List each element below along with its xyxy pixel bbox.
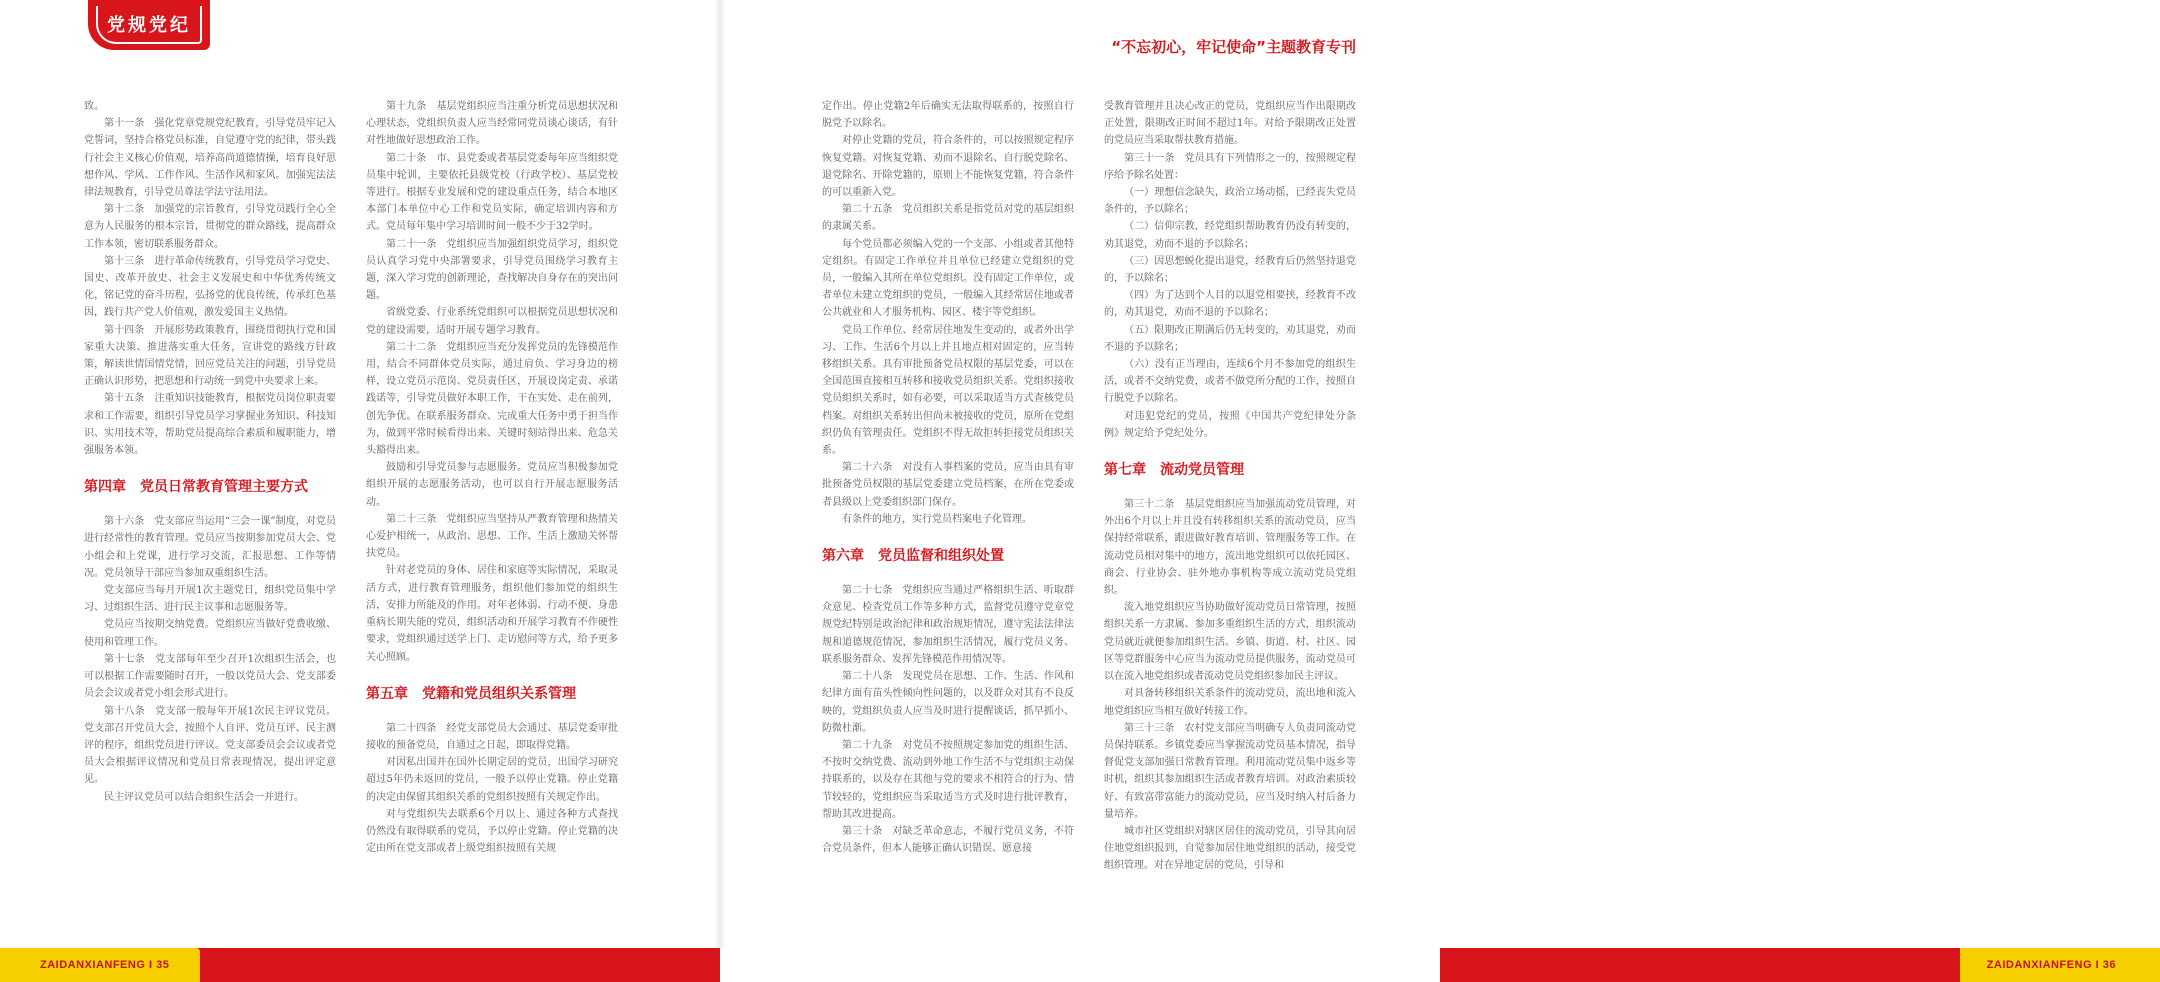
article-paragraph: （四）为了达到个人目的以退党相要挟，经教育不改的，劝其退党，劝而不退的予以除名； xyxy=(1104,290,1356,319)
article-paragraph: 第二十九条 对党员不按照规定参加党的组织生活、不按时交纳党费、流动到外地工作生活不与党组织主动保持联系的，以及存在其他与党的要求不相符合的行为、情节较轻的，党组织应当采取适当方式及时进行批评教育，帮助其改进提高。 xyxy=(822,739,1074,820)
article-paragraph: 受教育管理并且决心改正的党员，党组织应当作出限期改正处置，限期改正时间不超过1年。对给予限期改正处置的党员应当采取帮扶教育措施。 xyxy=(1104,101,1356,147)
article-paragraph: 第十一条 强化党章党规党纪教育，引导党员牢记入党誓词，坚持合格党员标准，自觉遵守党的纪律，带头践行社会主义核心价值观，培养高尚道德情操，培育良好思想作风、学风、工作作风、生活作风和家风。加强宪法法律法规教育，引导党员尊法学法守法用法。 xyxy=(84,118,336,199)
article-paragraph: 第二十三条 党组织应当坚持从严教育管理和热情关心爱护相统一，从政治、思想、工作、生活上激励关怀帮扶党员。 xyxy=(366,513,618,560)
article-paragraph: 第十五条 注重知识技能教育，根据党员岗位职责要求和工作需要，组织引导党员学习掌握业务知识、科技知识、实用技术等，帮助党员提高综合素质和履职能力，增强服务本领。 xyxy=(84,393,336,457)
article-paragraph: 第二十条 市、县党委或者基层党委每年应当组织党员集中轮训，主要依托县级党校（行政学校）、基层党校等进行。根据专业发展和党的建设重点任务，结合本地区本部门本单位中心工作和党员实际，确定培训内容和方式。党员每年集中学习培训时间一般不少于32学时。 xyxy=(366,152,618,233)
article-paragraph: （六）没有正当理由，连续6个月不参加党的组织生活，或者不交纳党费，或者不做党所分配的工作，按照自行脱党予以除名。 xyxy=(1104,359,1356,405)
article-paragraph: 第十九条 基层党组织应当注重分析党员思想状况和心理状态，党组织负责人应当经常同党员谈心谈话，有针对性地做好思想政治工作。 xyxy=(366,101,618,147)
chapter-heading: 第五章 党籍和党员组织关系管理 xyxy=(366,685,576,702)
article-paragraph: 第十四条 开展形势政策教育，围绕贯彻执行党和国家重大决策、推进落实重大任务，宣讲党的路线方针政策，解读世情国情党情，回应党员关注的问题，引导党员正确认识形势，把思想和行动统一到党中央要求上来。 xyxy=(84,324,336,388)
page-number-left: 35 xyxy=(156,959,170,971)
article-paragraph: 对因私出国并在国外长期定居的党员，出国学习研究超过5年仍未返回的党员，一般予以停止党籍。停止党籍的决定由保留其组织关系的党组织按照有关规定作出。 xyxy=(366,757,618,803)
column-1 xyxy=(84,98,336,806)
article-paragraph: 第二十二条 党组织应当充分发挥党员的先锋模范作用，结合不同群体党员实际，通过肩负、学习身边的榜样，设立党员示范岗、党员责任区，开展设岗定责、承诺践诺等，引导党员做好本职工作，干在实处、走在前列，创先争优。在联系服务群众、完成重大任务中勇于担当作为，做到平常时候看得出来、关键时刻站得出来、危急关头豁得出来。 xyxy=(366,341,618,457)
article-paragraph: （二）信仰宗教，经党组织帮助教育仍没有转变的，劝其退党，劝而不退的予以除名； xyxy=(1104,221,1356,250)
article-paragraph: （三）因思想蜕化提出退党，经教育后仍然坚持退党的，予以除名； xyxy=(1104,255,1356,285)
section-tab-label: 党规党纪 xyxy=(107,15,191,36)
article-paragraph: 第十二条 加强党的宗旨教育，引导党员践行全心全意为人民服务的根本宗旨，贯彻党的群众路线，提高群众工作本领，密切联系服务群众。 xyxy=(84,204,336,250)
article-paragraph: 对停止党籍的党员，符合条件的，可以按照规定程序恢复党籍。对恢复党籍、劝而不退除名、自行脱党除名、退党除名、开除党籍的，原则上不能恢复党籍，符合条件的可以重新入党。 xyxy=(822,135,1074,199)
article-paragraph: 党员应当按期交纳党费。党组织应当做好党费收缴、使用和管理工作。 xyxy=(84,619,336,648)
article-paragraph: 对违犯党纪的党员，按照《中国共产党纪律处分条例》规定给予党纪处分。 xyxy=(1104,410,1356,439)
article-paragraph: 民主评议党员可以结合组织生活会一并进行。 xyxy=(104,791,304,803)
chapter-heading: 第七章 流动党员管理 xyxy=(1104,462,1244,479)
article-paragraph: 第二十五条 党员组织关系是指党员对党的基层组织的隶属关系。 xyxy=(822,204,1074,233)
left-page xyxy=(0,0,720,982)
article-paragraph: 有条件的地方，实行党员档案电子化管理。 xyxy=(842,513,1032,525)
article-paragraph: 针对老党员的身体、居住和家庭等实际情况，采取灵活方式，进行教育管理服务，组织他们参加党的组织生活，安排力所能及的作用。对年老体弱、行动不便、身患重病长期失能的党员，组织活动和开展学习教育不作硬性要求，党组织通过送学上门、走访慰问等方式，给予更多关心照顾。 xyxy=(366,565,618,663)
section-tab xyxy=(88,0,210,50)
article-paragraph: 党支部应当每月开展1次主题党日，组织党员集中学习、过组织生活、进行民主议事和志愿服务等。 xyxy=(84,585,336,614)
article-paragraph: 第三十二条 基层党组织应当加强流动党员管理，对外出6个月以上并且没有转移组织关系的流动党员，应当保持经常联系，跟进做好教育培训、管理服务等工作。在流动党员相对集中的地方，流出地党组织可以依托园区、商会、行业协会、驻外地办事机构等成立流动党员党组织。 xyxy=(1104,499,1356,597)
article-paragraph: 定作出。停止党籍2年后确实无法取得联系的，按照自行脱党予以除名。 xyxy=(822,101,1074,130)
article-paragraph: 第十七条 党支部每年至少召开1次组织生活会，也可以根据工作需要随时召开，一般以党员大会、党支部委员会会议或者党小组会形式进行。 xyxy=(84,653,336,700)
article-paragraph: （一）理想信念缺失，政治立场动摇，已经丧失党员条件的，予以除名； xyxy=(1104,187,1356,216)
article-paragraph: 第三十条 对缺乏革命意志，不履行党员义务，不符合党员条件，但本人能够正确认识错误、愿意接 xyxy=(822,825,1074,855)
article-paragraph: 对与党组织失去联系6个月以上、通过各种方式查找仍然没有取得联系的党员，予以停止党籍。停止党籍的决定由所在党支部或者上级党组织按照有关规 xyxy=(366,808,618,855)
footer-magazine-name: ZAIDANXIANFENG xyxy=(1986,959,2093,971)
article-paragraph: 鼓励和引导党员参与志愿服务。党员应当积极参加党组织开展的志愿服务活动，也可以自行开展志愿服务活动。 xyxy=(366,462,618,508)
article-paragraph: 城市社区党组织对辖区居住的流动党员，引导其向居住地党组织报到，自觉参加居住地党组织的活动，接受党组织管理。对在异地定居的党员，引导和 xyxy=(1104,825,1356,872)
column-3 xyxy=(822,98,1074,857)
article-paragraph: 省级党委、行业系统党组织可以根据党员思想状况和党的建设需要，适时开展专题学习教育。 xyxy=(366,307,618,336)
page-gutter xyxy=(714,0,726,948)
footer-left xyxy=(0,948,720,982)
footer-right xyxy=(1440,948,2160,982)
theme-banner: “不忘初心，牢记使命”主题教育专刊 xyxy=(1111,38,1356,56)
article-paragraph: 第十六条 党支部应当运用“三会一课”制度，对党员进行经常性的教育管理。党员应当按期参加党员大会、党小组会和上党课，进行学习交流，汇报思想、工作等情况。党员领导干部应当参加双重组织生活。 xyxy=(84,516,336,579)
article-paragraph: 党员工作单位、经常居住地发生变动的，或者外出学习、工作、生活6个月以上并且地点相对固定的，应当转移组织关系。具有审批预备党员权限的基层党委，可以在全国范围直接相互转移和接收党员组织关系。党组织接收党员组织关系时，如有必要，可以采取适当方式查核党员档案。对组织关系转出但尚未被接收的党员，原所在党组织仍负有管理责任。党组织不得无故拒转拒接党员组织关系。 xyxy=(822,324,1074,457)
article-paragraph: 每个党员都必须编入党的一个支部、小组或者其他特定组织。有固定工作单位并且单位已经建立党组织的党员，一般编入其所在单位党组织。没有固定工作单位，或者单位未建立党组织的党员，一般编入其经常居住地或者公共就业和人才服务机构、园区、楼宇等党组织。 xyxy=(822,238,1074,319)
chapter-heading: 第四章 党员日常教育管理主要方式 xyxy=(84,479,308,496)
article-paragraph: 第二十七条 党组织应当通过严格组织生活、听取群众意见、检查党员工作等多种方式，监督党员遵守党章党规党纪特别是政治纪律和政治规矩情况，遵守宪法法律法规和道德规范情况，参加组织生活情况，履行党员义务、联系服务群众、发挥先锋模范作用情况等。 xyxy=(822,585,1074,665)
footer-right-text xyxy=(1987,959,2116,971)
article-paragraph: 致。 xyxy=(84,101,104,112)
footer-separator: I xyxy=(2095,959,2100,971)
article-paragraph: 流入地党组织应当协助做好流动党员日常管理，按照组织关系一方隶属、参加多重组织生活的方式，组织流动党员就近就便参加组织生活。乡镇、街道、村、社区、园区等党群服务中心应当为流动党员提供服务，流动党员可以在流入地党组织或者流动党员党组织参加民主评议。 xyxy=(1104,602,1356,683)
article-paragraph: 第二十四条 经党支部党员大会通过、基层党委审批接收的预备党员，自通过之日起，即取得党籍。 xyxy=(366,722,618,751)
article-paragraph: 第二十八条 发现党员在思想、工作、生活、作风和纪律方面有苗头性倾向性问题的，以及群众对其有不良反映的，党组织负责人应当及时进行提醒谈话，抓早抓小、防微杜渐。 xyxy=(822,671,1074,734)
article-paragraph: 第十三条 进行革命传统教育，引导党员学习党史、国史、改革开放史、社会主义发展史和中华优秀传统文化，铭记党的奋斗历程，弘扬党的优良传统，传承红色基因，践行共产党人价值观，激发爱国主义热情。 xyxy=(84,255,336,319)
article-paragraph: 第三十三条 农村党支部应当明确专人负责同流动党员保持联系。乡镇党委应当掌握流动党员基本情况，指导督促党支部加强日常教育管理。利用流动党员集中返乡等时机，组织其参加组织生活或者教育培训。对政治素质较好、有致富带富能力的流动党员，应当及时纳入村后备力量培养。 xyxy=(1104,722,1356,820)
article-paragraph: 对具备转移组织关系条件的流动党员，流出地和流入地党组织应当相互做好转接工作。 xyxy=(1104,688,1356,717)
column-2 xyxy=(366,98,618,857)
right-page xyxy=(720,0,2116,982)
column-4 xyxy=(1104,98,1356,875)
footer-separator: I xyxy=(148,959,153,971)
article-paragraph: 第二十一条 党组织应当加强组织党员学习，组织党员认真学习党中央部署要求，引导党员围绕学习教育主题，深入学习党的创新理论，查找解决自身存在的突出问题。 xyxy=(366,238,618,302)
article-paragraph: 第三十一条 党员具有下列情形之一的，按照规定程序给予除名处置： xyxy=(1104,152,1356,181)
footer-left-text xyxy=(40,959,169,971)
article-paragraph: （五）限期改正期满后仍无转变的，劝其退党，劝而不退的予以除名； xyxy=(1104,324,1356,353)
chapter-heading: 第六章 党员监督和组织处置 xyxy=(822,548,1004,565)
footer-magazine-name: ZAIDANXIANFENG xyxy=(40,959,146,971)
article-paragraph: 第十八条 党支部一般每年开展1次民主评议党员。党支部召开党员大会，按照个人自评、党员互评、民主测评的程序，组织党员进行评议。党支部委员会会议或者党员大会根据评议情况和党员日常表现情况，提出评定意见。 xyxy=(84,705,336,786)
page-number-right: 36 xyxy=(2102,959,2116,971)
article-paragraph: 第二十六条 对没有人事档案的党员，应当由具有审批预备党员权限的基层党委建立党员档案，在所在党委或者县级以上党委组织部门保存。 xyxy=(822,462,1074,508)
